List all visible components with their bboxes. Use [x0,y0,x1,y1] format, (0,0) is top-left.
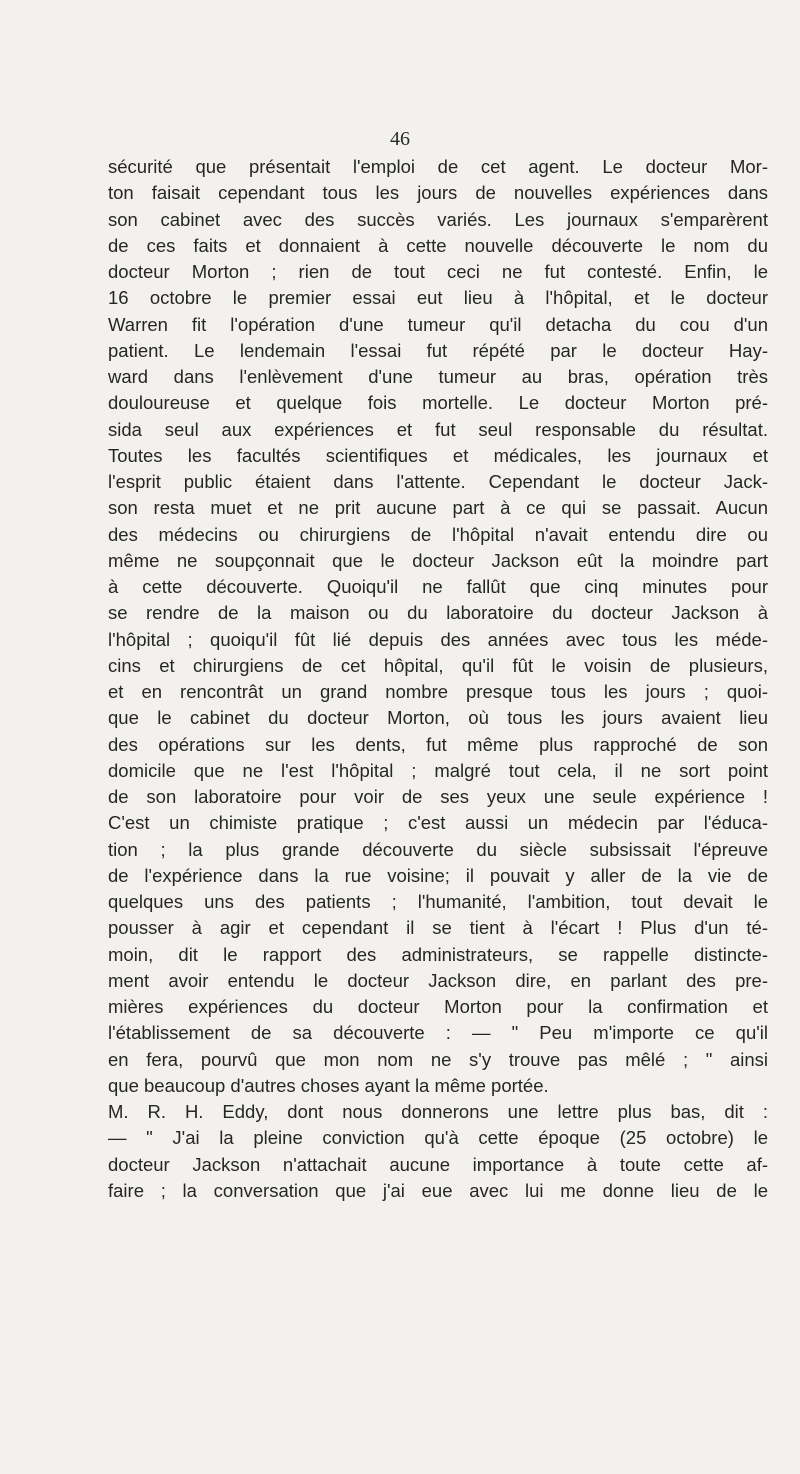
text-line: M. R. H. Eddy, dont nous donnerons une lettre plus bas, dit : [108,1101,768,1122]
text-line: ton faisait cependant tous les jours de nouvelles expériences dans [108,182,768,204]
text-line: mières expériences du docteur Morton pour la confirmation et [108,996,768,1017]
body-text [108,154,768,1204]
text-line: même ne soupçonnait que le docteur Jackson eût la moindre part [108,549,768,571]
text-line: en fera, pourvû que mon nom ne s'y trouve pas mêlé ; " ainsi [108,1048,768,1070]
text-line: domicile que ne l'est l'hôpital ; malgré tout cela, il ne sort point [108,759,768,781]
text-line: cins et chirurgiens de cet hôpital, qu'il fût le voisin de plusieurs, [108,654,768,676]
text-line: son cabinet avec des succès variés. Les journaux s'emparèrent [108,208,768,230]
text-line: ment avoir entendu le docteur Jackson dire, en parlant des pre- [108,969,768,991]
text-line: Toutes les facultés scientifiques et médicales, les journaux et [108,444,768,466]
page-number: 46 [390,128,410,150]
text-line: C'est un chimiste pratique ; c'est aussi un médecin par l'éduca- [108,812,768,834]
text-line: l'établissement de sa découverte : — " Peu m'importe ce qu'il [108,1022,768,1044]
text-line: des médecins ou chirurgiens de l'hôpital n'avait entendu dire ou [108,523,768,545]
text-line: faire ; la conversation que j'ai eue avec lui me donne lieu de le [108,1179,768,1201]
text-line: docteur Jackson n'attachait aucune importance à toute cette af- [108,1153,768,1175]
text-line: ward dans l'enlèvement d'une tumeur au bras, opération très [108,366,768,387]
text-line: l'esprit public étaient dans l'attente. Cependant le docteur Jack- [108,471,768,492]
text-line: que beaucoup d'autres choses ayant la même portée. [108,1074,549,1096]
text-line: se rendre de la maison ou du laboratoire du docteur Jackson à [108,602,768,624]
text-line: pousser à agir et cependant il se tient à l'écart ! Plus d'un té- [108,917,768,939]
text-line: sécurité que présentait l'emploi de cet agent. Le docteur Mor- [108,156,768,177]
text-line: son resta muet et ne prit aucune part à ce qui se passait. Aucun [108,497,768,519]
text-line: tion ; la plus grande découverte du siècle subsissait l'épreuve [108,838,768,860]
text-line: patient. Le lendemain l'essai fut répété par le docteur Hay- [108,339,768,361]
text-line: moin, dit le rapport des administrateurs, se rappelle distincte- [108,943,768,965]
text-line: sida seul aux expériences et fut seul responsable du résultat. [108,418,768,440]
text-line: de ces faits et donnaient à cette nouvelle découverte le nom du [108,234,768,256]
text-line: de l'expérience dans la rue voisine; il pouvait y aller de la vie de [108,864,768,886]
text-line: et en rencontrât un grand nombre presque tous les jours ; quoi- [108,681,768,702]
text-line: l'hôpital ; quoiqu'il fût lié depuis des années avec tous les méde- [108,628,768,650]
text-line: Warren fit l'opération d'une tumeur qu'il detacha du cou d'un [108,313,768,335]
text-line: que le cabinet du docteur Morton, où tous les jours avaient lieu [108,707,768,729]
text-line: douloureuse et quelque fois mortelle. Le docteur Morton pré- [108,392,768,414]
text-line: quelques uns des patients ; l'humanité, l'ambition, tout devait le [108,891,768,912]
text-line: à cette découverte. Quoiqu'il ne fallût que cinq minutes pour [108,576,768,597]
text-line: de son laboratoire pour voir de ses yeux une seule expérience ! [108,786,768,807]
text-line: des opérations sur les dents, fut même plus rapproché de son [108,733,768,755]
text-line: — " J'ai la pleine conviction qu'à cette époque (25 octobre) le [108,1127,768,1149]
text-line: 16 octobre le premier essai eut lieu à l'hôpital, et le docteur [108,287,768,309]
text-line: docteur Morton ; rien de tout ceci ne fut contesté. Enfin, le [108,261,768,282]
